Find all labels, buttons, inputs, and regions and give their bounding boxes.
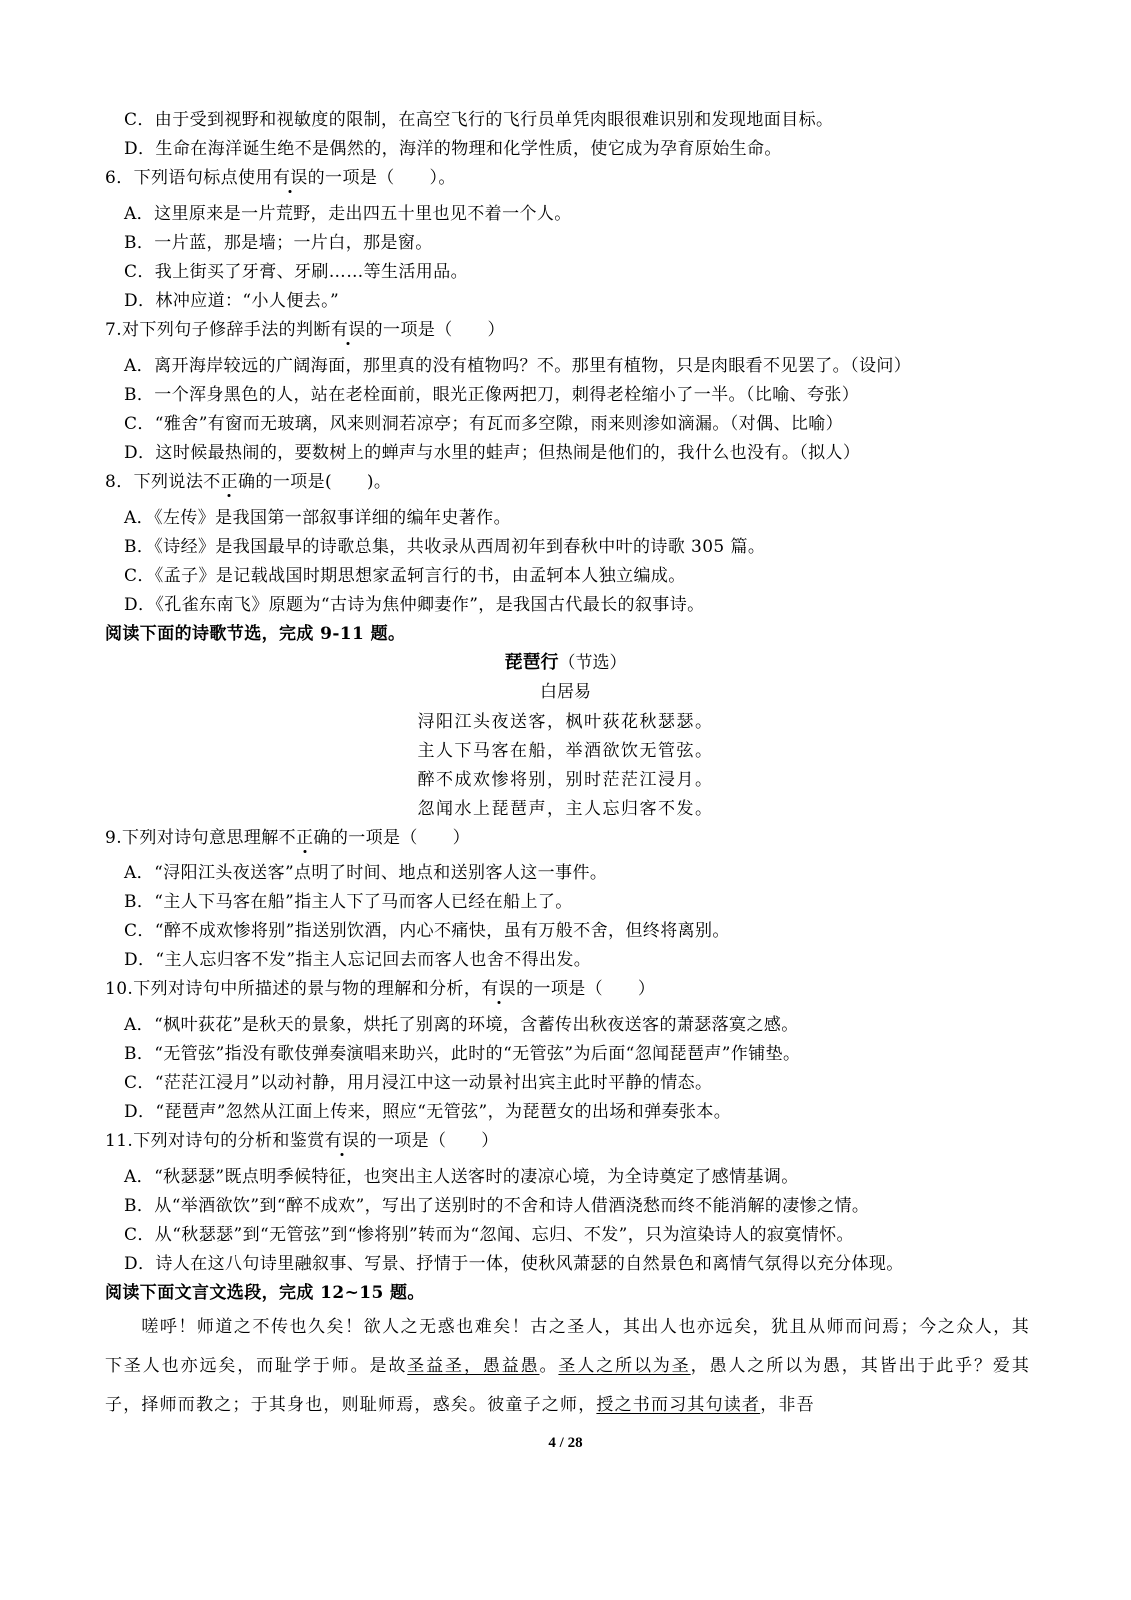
reading-instruction-poem: 阅读下面的诗歌节选，完成 9-11 题。: [105, 624, 406, 644]
q6-option-a: A．这里原来是一片荒野，走出四五十里也见不着一个人。: [124, 204, 572, 224]
q6-option-c: C．我上街买了牙膏、牙刷……等生活用品。: [124, 262, 469, 282]
poem-line: 浔阳江头夜送客，枫叶荻花秋瑟瑟。: [417, 712, 714, 732]
q6-option-d: D．林冲应道：“小人便去。”: [124, 291, 340, 311]
q8-option-a: A．《左传》是我国第一部叙事详细的编年史著作。: [124, 508, 511, 528]
q11-option-a: A．“秋瑟瑟”既点明季候特征，也突出主人送客时的凄凉心境，为全诗奠定了感情基调。: [124, 1167, 799, 1187]
q11-option-b: B．从“举酒欲饮”到“醉不成欢”，写出了送别时的不舍和诗人借酒浇愁而终不能消解的凄惨之情。: [124, 1196, 870, 1216]
poem-line: 主人下马客在船，举酒欲饮无管弦。: [417, 741, 714, 761]
poem-line: 忽闻水上琵琶声，主人忘归客不发。: [417, 799, 714, 819]
question-6: 6．下列语句标点使用有误的一项是（ ）。: [105, 168, 456, 188]
poem-line: 醉不成欢惨将别，别时茫茫江浸月。: [417, 770, 714, 790]
underlined-phrase: 授之书而习其句读者: [596, 1395, 761, 1415]
emphasis-mark: 有误: [330, 320, 366, 340]
emphasis-mark: 不正确: [203, 472, 256, 492]
question-7: 7.对下列句子修辞手法的判断有误的一项是（ ）: [105, 320, 505, 340]
q9-option-c: C．“醉不成欢惨将别”指送别饮酒，内心不痛快，虽有万般不舍，但终将离别。: [124, 921, 730, 941]
question-9: 9.下列对诗句意思理解不正确的一项是（ ）: [105, 828, 471, 848]
q5-option-d: D．生命在海洋诞生绝不是偶然的，海洋的物理和化学性质，使它成为孕育原始生命。: [124, 139, 782, 159]
q10-option-a: A．“枫叶荻花”是秋天的景象，烘托了别离的环境，含蓄传出秋夜送客的萧瑟落寞之感。: [124, 1015, 799, 1035]
page-number: 4 / 28: [548, 1435, 583, 1451]
q11-option-d: D．诗人在这八句诗里融叙事、写景、抒情于一体，使秋风萧瑟的自然景色和离情气氛得以充分体现。: [124, 1254, 904, 1274]
q8-option-d: D．《孔雀东南飞》原题为“古诗为焦仲卿妻作”，是我国古代最长的叙事诗。: [124, 595, 705, 615]
q9-option-d: D．“主人忘归客不发”指主人忘记回去而客人也舍不得出发。: [124, 950, 592, 970]
q7-option-a: A．离开海岸较远的广阔海面，那里真的没有植物吗？不。那里有植物，只是肉眼看不见罢了。（设问）: [124, 356, 912, 376]
question-10: 10.下列对诗句中所描述的景与物的理解和分析，有误的一项是（ ）: [105, 979, 656, 999]
emphasis-mark: 有误: [481, 979, 517, 999]
reading-instruction-prose: 阅读下面文言文选段，完成 12~15 题。: [105, 1283, 425, 1303]
poem-author: 白居易: [540, 682, 591, 702]
q9-option-b: B．“主人下马客在船”指主人下了马而客人已经在船上了。: [124, 892, 573, 912]
q11-option-c: C．从“秋瑟瑟”到“无管弦”到“惨将别”转而为“忽闻、忘归、不发”，只为渲染诗人的寂寞情怀。: [124, 1225, 854, 1245]
q10-option-b: B．“无管弦”指没有歌伎弹奏演唱来助兴，此时的“无管弦”为后面“忽闻琵琶声”作铺垫。: [124, 1044, 801, 1064]
question-11: 11.下列对诗句的分析和鉴赏有误的一项是（ ）: [105, 1131, 499, 1151]
q8-option-b: B．《诗经》是我国最早的诗歌总集，共收录从西周初年到春秋中叶的诗歌 305 篇。: [124, 537, 766, 557]
q10-option-d: D．“琵琶声”忽然从江面上传来，照应“无管弦”，为琵琶女的出场和弹奏张本。: [124, 1102, 732, 1122]
emphasis-mark: 不正确: [278, 828, 331, 848]
underlined-phrase: 圣益圣，愚益愚: [407, 1356, 540, 1376]
q7-option-b: B．一个浑身黑色的人，站在老栓面前，眼光正像两把刀，刺得老栓缩小了一半。（比喻、夸张）: [124, 385, 860, 405]
q6-option-b: B．一片蓝，那是墙；一片白，那是窗。: [124, 233, 433, 253]
emphasis-mark: 有误: [324, 1131, 360, 1151]
q5-option-c: C．由于受到视野和视敏度的限制，在高空飞行的飞行员单凭肉眼很难识别和发现地面目标。: [124, 110, 834, 130]
q10-option-c: C．“茫茫江浸月”以动衬静，用月浸江中这一动景衬出宾主此时平静的情态。: [124, 1073, 713, 1093]
poem-title: 琵琶行（节选）: [504, 652, 627, 673]
underlined-phrase: 圣人之所以为圣: [558, 1356, 691, 1376]
q7-option-c: C．“雅舍”有窗而无玻璃，风来则洞若凉亭；有瓦而多空隙，雨来则渗如滴漏。（对偶、比喻）: [124, 414, 844, 434]
q9-option-a: A．“浔阳江头夜送客”点明了时间、地点和送别客人这一事件。: [124, 863, 608, 883]
classical-prose-passage: 嗟呼！师道之不传也久矣！欲人之无惑也难矣！古之圣人，其出人也亦远矣，犹且从师而问焉；今之众人，其下圣人也亦远矣，而耻学于师。是故圣益圣，愚益愚。圣人之所以为圣，愚人之所以为愚，其皆出于此乎？爱其子，择师而教之；于其身也，则耻师焉，惑矣。彼童子之师，授之书而习其句读者，非吾: [105, 1317, 1031, 1415]
emphasis-mark: 有误: [272, 168, 308, 188]
question-8: 8．下列说法不正确的一项是( )。: [105, 472, 392, 492]
q7-option-d: D．这时候最热闹的，要数树上的蝉声与水里的蛙声；但热闹是他们的，我什么也没有。（拟人）: [124, 443, 861, 463]
q8-option-c: C．《孟子》是记载战国时期思想家孟轲言行的书，由孟轲本人独立编成。: [124, 566, 686, 586]
